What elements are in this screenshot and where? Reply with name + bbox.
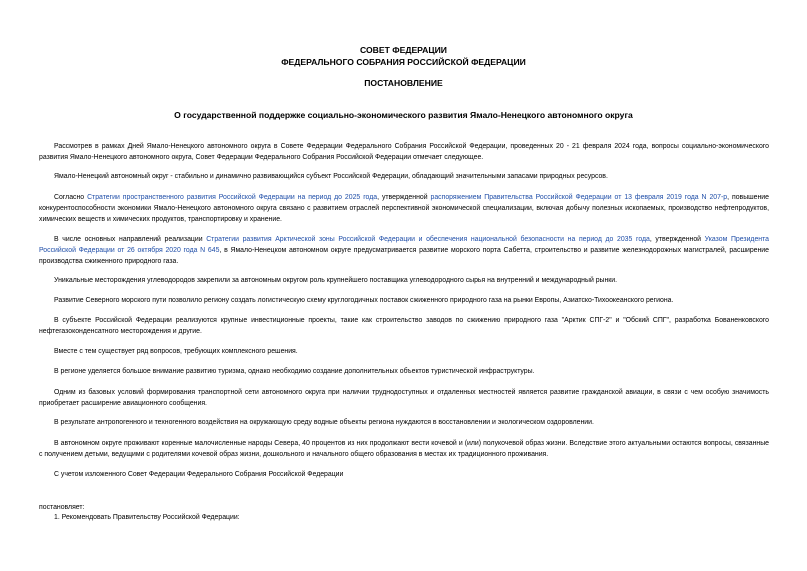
document-title: О государственной поддержке социально-экономического развития Ямало-Ненецкого автономного округа: [174, 110, 633, 120]
recommendation-item-1: 1. Рекомендовать Правительству Российской Федерации:: [54, 514, 240, 521]
paragraph-9: В регионе уделяется большое внимание развитию туризма, однако необходимо создание дополнительных объектов туристической инфраструктуры.: [54, 368, 535, 375]
paragraph-3-text-b: , утвержденной: [377, 194, 431, 201]
header-line-1: СОВЕТ ФЕДЕРАЦИИ: [360, 45, 447, 55]
paragraph-4: [39, 234, 769, 267]
arctic-strategy-link[interactable]: Стратегии развития Арктической зоны Российской Федерации и обеспечения национальной безопасности на период до 2035 года: [206, 236, 650, 243]
paragraph-4-text-c: , в Ямало-Ненецком автономном округе предусматривается развитие морского порта Сабетта, строительство и развитие железнодорожных магистралей, расширение производства сжиженного природного газа.: [39, 247, 769, 265]
paragraph-1: Рассмотрев в рамках Дней Ямало-Ненецкого автономного округа в Совете Федерации Федерального Собрания Российской Федерации, проведенных 20 - 21 февраля 2024 года, вопросы социально-экономического развития Ямало-Ненецкого автономного округа, Совет Федерации Федерального Собрания Российской Федерации отмечает следующее.: [39, 143, 769, 161]
paragraph-8: Вместе с тем существует ряд вопросов, требующих комплексного решения.: [54, 348, 298, 355]
strategy-spatial-development-link[interactable]: Стратегии пространственного развития Российской Федерации на период до 2025 года: [87, 194, 378, 201]
paragraph-3: [39, 192, 769, 225]
paragraph-2: Ямало-Ненецкий автономный округ - стабильно и динамично развивающийся субъект Российской Федерации, обладающий значительными запасами природных ресурсов.: [54, 173, 608, 180]
paragraph-5: Уникальные месторождения углеводородов закрепили за автономным округом роль крупнейшего поставщика углеводородного сырья на внутренний и международный рынки.: [54, 277, 618, 284]
document-type: ПОСТАНОВЛЕНИЕ: [364, 78, 443, 88]
paragraph-11: В результате антропогенного и техногенного воздействия на окружающую среду водные объекты региона нуждаются в восстановлении и экологическом оздоровлении.: [54, 419, 594, 426]
paragraph-10: Одним из базовых условий формирования транспортной сети автономного округа при наличии труднодоступных и отдаленных местностей является развитие гражданской авиации, в связи с чем особую значимость приобретает расширение авиационного сообщения.: [39, 389, 769, 407]
paragraph-4-text-a: В числе основных направлений реализации: [54, 236, 207, 243]
paragraph-4-text-b: , утвержденной: [649, 236, 705, 243]
header-line-2: ФЕДЕРАЛЬНОГО СОБРАНИЯ РОССИЙСКОЙ ФЕДЕРАЦИИ: [281, 57, 526, 67]
paragraph-3-text-c: , повышение конкурентоспособности экономики Ямало-Ненецкого автономного округа связано с развитием отраслей перспективной экономической специализации, включая добычу полезных ископаемых, производство нефтепродуктов, химических веществ и химических продуктов, транспортировку и хранение.: [39, 194, 769, 223]
paragraph-3-text-a: Согласно: [54, 194, 88, 201]
paragraph-12: В автономном округе проживают коренные малочисленные народы Севера, 40 процентов из них продолжают вести кочевой и (или) полукочевой образ жизни. Вследствие этого актуальными остаются вопросы, связанные с получением детьми, ведущими с родителями кочевой образ жизни, дошкольного и начального общего образования в местах их традиционного проживания.: [39, 440, 769, 458]
resolves-line: постановляет:: [39, 504, 85, 511]
paragraph-13: С учетом изложенного Совет Федерации Федерального Собрания Российской Федерации: [54, 471, 344, 478]
paragraph-6: Развитие Северного морского пути позволило региону создать логистическую схему круглогодичных поставок сжиженного природного газа на рынки Европы, Азиатско-Тихоокеанского региона.: [54, 297, 674, 304]
president-decree-link[interactable]: Указом Президента Российской Федерации от 26 октября 2020 года N 645: [39, 236, 769, 254]
government-order-link[interactable]: распоряжением Правительства Российской Федерации от 13 февраля 2019 года N 207-р: [430, 194, 728, 201]
paragraph-7: В субъекте Российской Федерации реализуются крупные инвестиционные проекты, такие как строительство заводов по сжижению природного газа "Арктик СПГ-2" и "Обский СПГ", разработка Бованенковского нефтегазоконденсатного месторождения и другие.: [39, 317, 769, 335]
